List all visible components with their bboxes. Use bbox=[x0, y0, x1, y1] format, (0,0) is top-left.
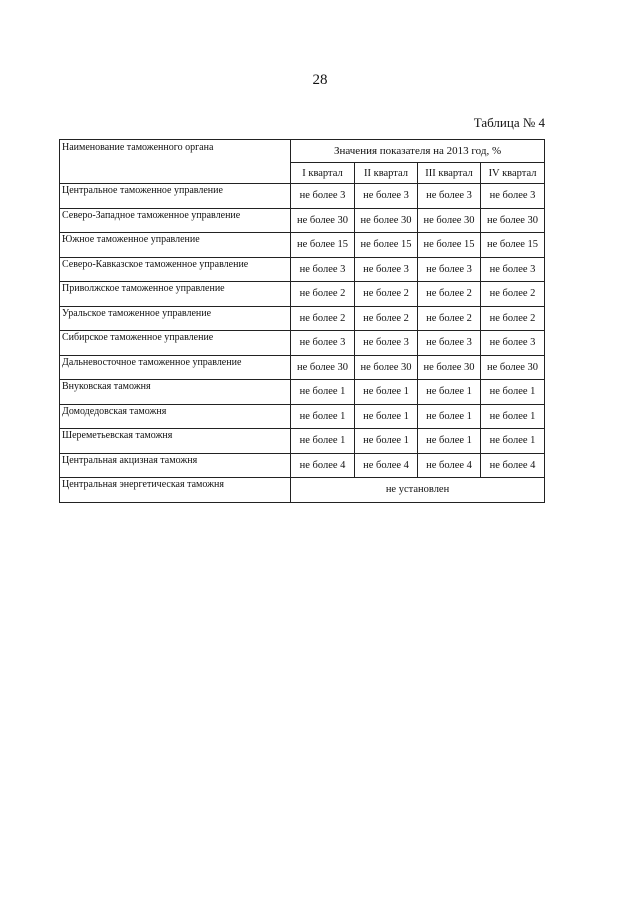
value-q3: не более 30 bbox=[418, 208, 481, 233]
organ-name: Дальневосточное таможенное управление bbox=[60, 355, 291, 380]
value-q2: не более 3 bbox=[355, 257, 418, 282]
value-q1: не более 2 bbox=[291, 282, 355, 307]
value-q2: не более 4 bbox=[355, 453, 418, 478]
value-q3: не более 3 bbox=[418, 184, 481, 209]
value-q4: не более 3 bbox=[481, 184, 545, 209]
indicator-table bbox=[59, 139, 545, 503]
value-q2: не более 30 bbox=[355, 355, 418, 380]
value-q3: не более 2 bbox=[418, 306, 481, 331]
value-q4: не более 30 bbox=[481, 208, 545, 233]
value-q2: не более 1 bbox=[355, 404, 418, 429]
value-q2: не более 2 bbox=[355, 282, 418, 307]
table-caption: Таблица № 4 bbox=[473, 115, 545, 130]
organ-name: Северо-Кавказское таможенное управление bbox=[60, 257, 291, 282]
organ-name: Внуковская таможня bbox=[60, 380, 291, 405]
merged-value: не установлен bbox=[291, 478, 545, 503]
table-row bbox=[60, 208, 545, 233]
header-indicator-values: Значения показателя на 2013 год, % bbox=[291, 140, 545, 163]
value-q1: не более 2 bbox=[291, 306, 355, 331]
value-q1: не более 3 bbox=[291, 331, 355, 356]
table-row bbox=[60, 380, 545, 405]
header-quarter-3: III квартал bbox=[418, 163, 481, 184]
table-row bbox=[60, 404, 545, 429]
table-row bbox=[60, 184, 545, 209]
value-q1: не более 1 bbox=[291, 380, 355, 405]
value-q2: не более 3 bbox=[355, 184, 418, 209]
value-q2: не более 30 bbox=[355, 208, 418, 233]
organ-name: Домодедовская таможня bbox=[60, 404, 291, 429]
table-row bbox=[60, 453, 545, 478]
value-q2: не более 3 bbox=[355, 331, 418, 356]
value-q1: не более 15 bbox=[291, 233, 355, 258]
page-number: 28 bbox=[312, 72, 328, 88]
value-q1: не более 1 bbox=[291, 404, 355, 429]
value-q3: не более 3 bbox=[418, 331, 481, 356]
value-q3: не более 1 bbox=[418, 380, 481, 405]
organ-name: Шереметьевская таможня bbox=[60, 429, 291, 454]
organ-name: Сибирское таможенное управление bbox=[60, 331, 291, 356]
value-q1: не более 30 bbox=[291, 355, 355, 380]
value-q1: не более 3 bbox=[291, 257, 355, 282]
table-row bbox=[60, 331, 545, 356]
value-q1: не более 4 bbox=[291, 453, 355, 478]
organ-name: Приволжское таможенное управление bbox=[60, 282, 291, 307]
table-row bbox=[60, 306, 545, 331]
value-q3: не более 3 bbox=[418, 257, 481, 282]
value-q2: не более 2 bbox=[355, 306, 418, 331]
table-row bbox=[60, 233, 545, 258]
table-row bbox=[60, 355, 545, 380]
organ-name: Центральная акцизная таможня bbox=[60, 453, 291, 478]
value-q1: не более 1 bbox=[291, 429, 355, 454]
organ-name: Центральная энергетическая таможня bbox=[60, 478, 291, 503]
header-organ-name: Наименование таможенного органа bbox=[60, 140, 291, 184]
table-row bbox=[60, 282, 545, 307]
value-q4: не более 30 bbox=[481, 355, 545, 380]
value-q4: не более 1 bbox=[481, 404, 545, 429]
value-q3: не более 4 bbox=[418, 453, 481, 478]
value-q4: не более 2 bbox=[481, 306, 545, 331]
value-q2: не более 1 bbox=[355, 380, 418, 405]
organ-name: Уральское таможенное управление bbox=[60, 306, 291, 331]
value-q3: не более 1 bbox=[418, 429, 481, 454]
value-q4: не более 2 bbox=[481, 282, 545, 307]
table-row bbox=[60, 429, 545, 454]
value-q4: не более 3 bbox=[481, 257, 545, 282]
header-quarter-1: I квартал bbox=[291, 163, 355, 184]
organ-name: Южное таможенное управление bbox=[60, 233, 291, 258]
header-quarter-2: II квартал bbox=[355, 163, 418, 184]
value-q4: не более 4 bbox=[481, 453, 545, 478]
table-row bbox=[60, 478, 545, 503]
value-q2: не более 1 bbox=[355, 429, 418, 454]
value-q1: не более 3 bbox=[291, 184, 355, 209]
value-q4: не более 3 bbox=[481, 331, 545, 356]
value-q4: не более 15 bbox=[481, 233, 545, 258]
value-q4: не более 1 bbox=[481, 380, 545, 405]
organ-name: Центральное таможенное управление bbox=[60, 184, 291, 209]
value-q4: не более 1 bbox=[481, 429, 545, 454]
value-q1: не более 30 bbox=[291, 208, 355, 233]
value-q3: не более 15 bbox=[418, 233, 481, 258]
value-q3: не более 30 bbox=[418, 355, 481, 380]
value-q3: не более 1 bbox=[418, 404, 481, 429]
header-quarter-4: IV квартал bbox=[481, 163, 545, 184]
organ-name: Северо-Западное таможенное управление bbox=[60, 208, 291, 233]
value-q3: не более 2 bbox=[418, 282, 481, 307]
table-row bbox=[60, 257, 545, 282]
value-q2: не более 15 bbox=[355, 233, 418, 258]
